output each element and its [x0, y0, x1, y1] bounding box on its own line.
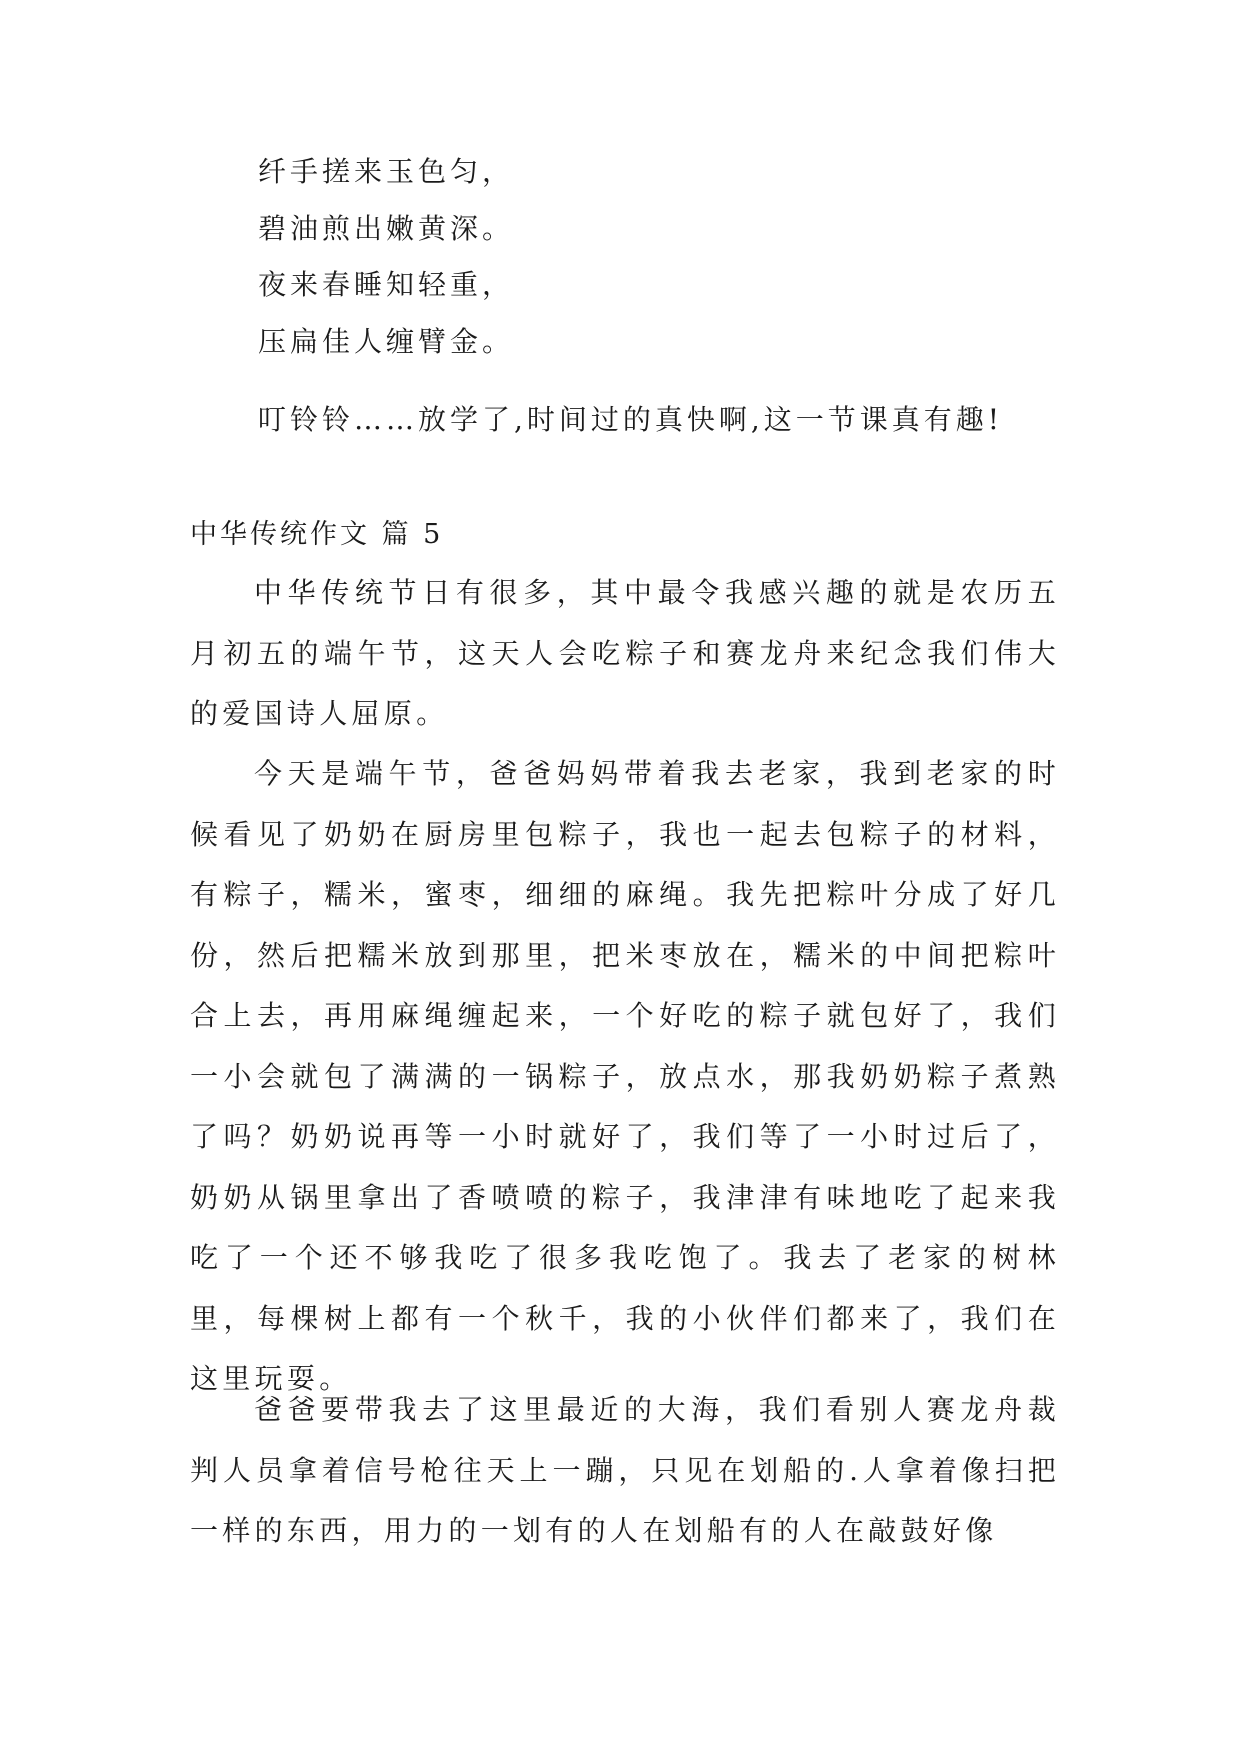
paragraph-1: 中华传统节日有很多，其中最令我感兴趣的就是农历五月初五的端午节，这天人会吃粽子和赛龙舟来纪念我们伟大的爱国诗人屈原。 [190, 576, 1060, 730]
section-heading: 中华传统作文 篇 5 [190, 519, 444, 550]
poem-closing-line: 叮铃铃……放学了,时间过的真快啊,这一节课真有趣! [258, 403, 1004, 436]
paragraph-2: 今天是端午节，爸爸妈妈带着我去老家，我到老家的时候看见了奶奶在厨房里包粽子，我也一起去包粽子的材料，有粽子，糯米，蜜枣，细细的麻绳。我先把粽叶分成了好几份，然后把糯米放到那里，把米枣放在，糯米的中间把粽叶合上去，再用麻绳缠起来，一个好吃的粽子就包好了，我们一小会就包了满满的一锅粽子，放点水，那我奶奶粽子煮熟了吗？奶奶说再等一小时就好了，我们等了一小时过后了，奶奶从锅里拿出了香喷喷的粽子，我津津有味地吃了起来我吃了一个还不够我吃了很多我吃饱了。我去了老家的树林里，每棵树上都有一个秋千，我的小伙伴们都来了，我们在这里玩耍。 [190, 757, 1060, 1395]
poem-line-1: 纤手搓来玉色匀， [258, 155, 515, 188]
poem-line-4: 压扁佳人缠臂金。 [258, 325, 515, 358]
poem-line-2: 碧油煎出嫩黄深。 [258, 212, 515, 245]
poem-line-3: 夜来春睡知轻重， [258, 268, 515, 301]
paragraph-3: 爸爸要带我去了这里最近的大海，我们看别人赛龙舟裁判人员拿着信号枪往天上一蹦，只见在划船的.人拿着像扫把一样的东西，用力的一划有的人在划船有的人在敲鼓好像 [190, 1393, 1060, 1547]
